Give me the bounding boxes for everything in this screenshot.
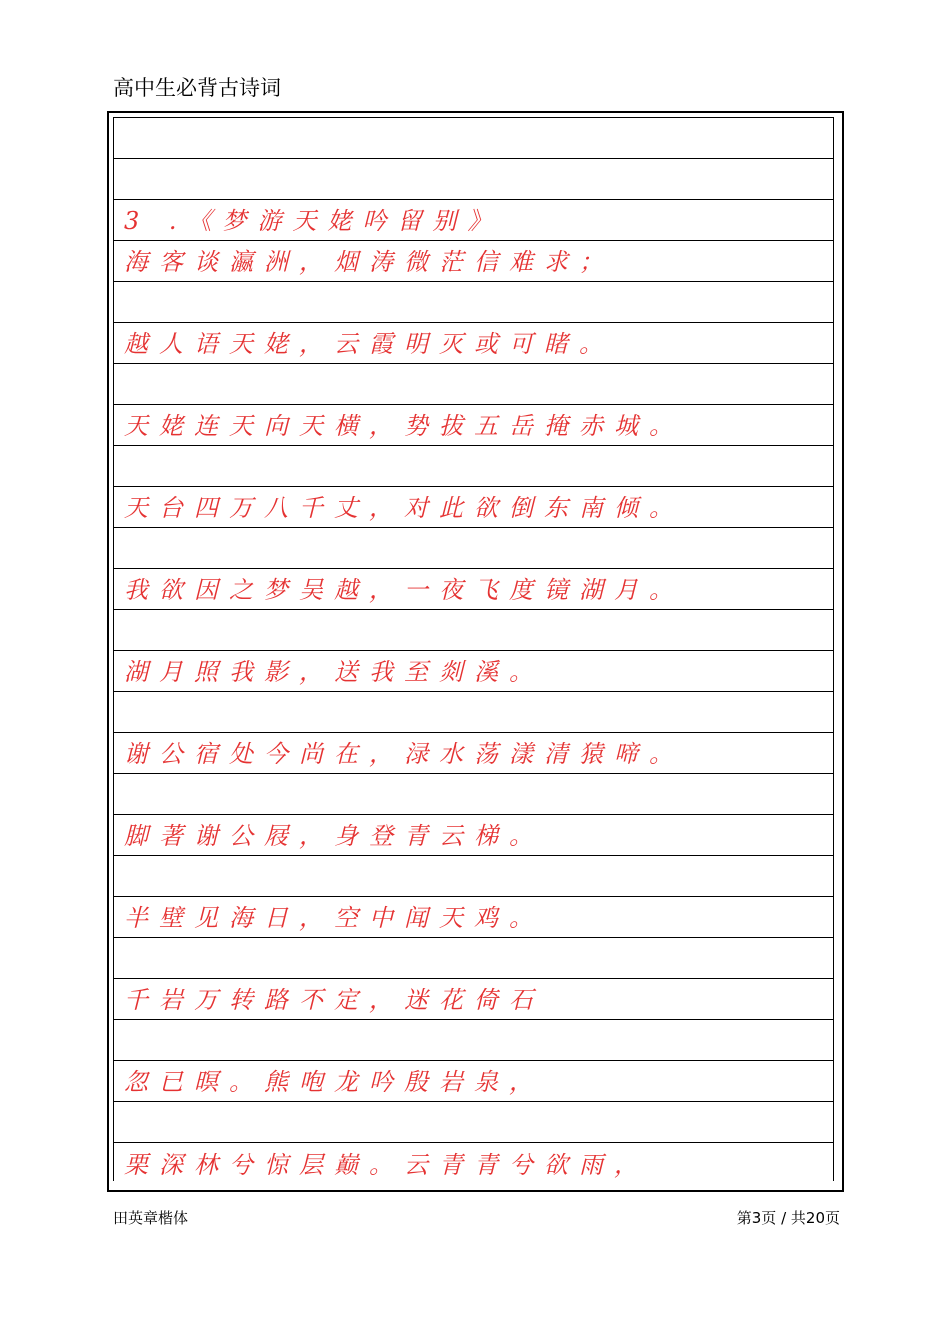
poem-line: 谢公宿处今尚在，渌水荡漾清猿啼。 bbox=[124, 740, 684, 768]
footer-font-name: 田英章楷体 bbox=[113, 1209, 189, 1227]
grid-row bbox=[114, 1061, 833, 1102]
poem-line: 半壁见海日，空中闻天鸡。 bbox=[124, 904, 544, 932]
poem-line: 脚著谢公屐，身登青云梯。 bbox=[124, 822, 544, 850]
grid-row bbox=[114, 200, 833, 241]
grid-row bbox=[114, 774, 833, 815]
grid-row bbox=[114, 323, 833, 364]
grid-row bbox=[114, 1020, 833, 1061]
grid-row bbox=[114, 1143, 833, 1184]
poem-line: 天台四万八千丈，对此欲倒东南倾。 bbox=[124, 494, 684, 522]
writing-frame bbox=[107, 111, 844, 1192]
grid-row bbox=[114, 1102, 833, 1143]
poem-line: 千岩万转路不定，迷花倚石 bbox=[124, 986, 544, 1014]
grid-row bbox=[114, 938, 833, 979]
grid-row bbox=[114, 159, 833, 200]
poem-line: 海客谈瀛洲，烟涛微茫信难求； bbox=[124, 248, 614, 276]
poem-line: 忽已暝。熊咆龙吟殷岩泉， bbox=[124, 1068, 544, 1096]
grid-row bbox=[114, 856, 833, 897]
grid-row bbox=[114, 241, 833, 282]
grid-row bbox=[114, 979, 833, 1020]
grid-row bbox=[114, 487, 833, 528]
grid-row bbox=[114, 528, 833, 569]
grid-row bbox=[114, 364, 833, 405]
grid-row bbox=[114, 815, 833, 856]
grid-row bbox=[114, 692, 833, 733]
writing-grid bbox=[113, 117, 834, 1181]
footer-page-info: 第3页 / 共20页 bbox=[736, 1209, 840, 1227]
grid-row bbox=[114, 405, 833, 446]
grid-row bbox=[114, 610, 833, 651]
grid-row bbox=[114, 733, 833, 774]
poem-line: 越人语天姥，云霞明灭或可睹。 bbox=[124, 330, 614, 358]
poem-line: 3 .《梦游天姥吟留别》 bbox=[124, 207, 503, 235]
poem-line: 栗深林兮惊层巅。云青青兮欲雨， bbox=[124, 1151, 649, 1179]
grid-row bbox=[114, 118, 833, 159]
poem-line: 湖月照我影，送我至剡溪。 bbox=[124, 658, 544, 686]
grid-row bbox=[114, 282, 833, 323]
grid-row bbox=[114, 651, 833, 692]
grid-row bbox=[114, 569, 833, 610]
document-title: 高中生必背古诗词 bbox=[113, 76, 281, 100]
poem-line: 天姥连天向天横，势拔五岳掩赤城。 bbox=[124, 412, 684, 440]
grid-row bbox=[114, 897, 833, 938]
poem-line: 我欲因之梦吴越，一夜飞度镜湖月。 bbox=[124, 576, 684, 604]
grid-row bbox=[114, 446, 833, 487]
